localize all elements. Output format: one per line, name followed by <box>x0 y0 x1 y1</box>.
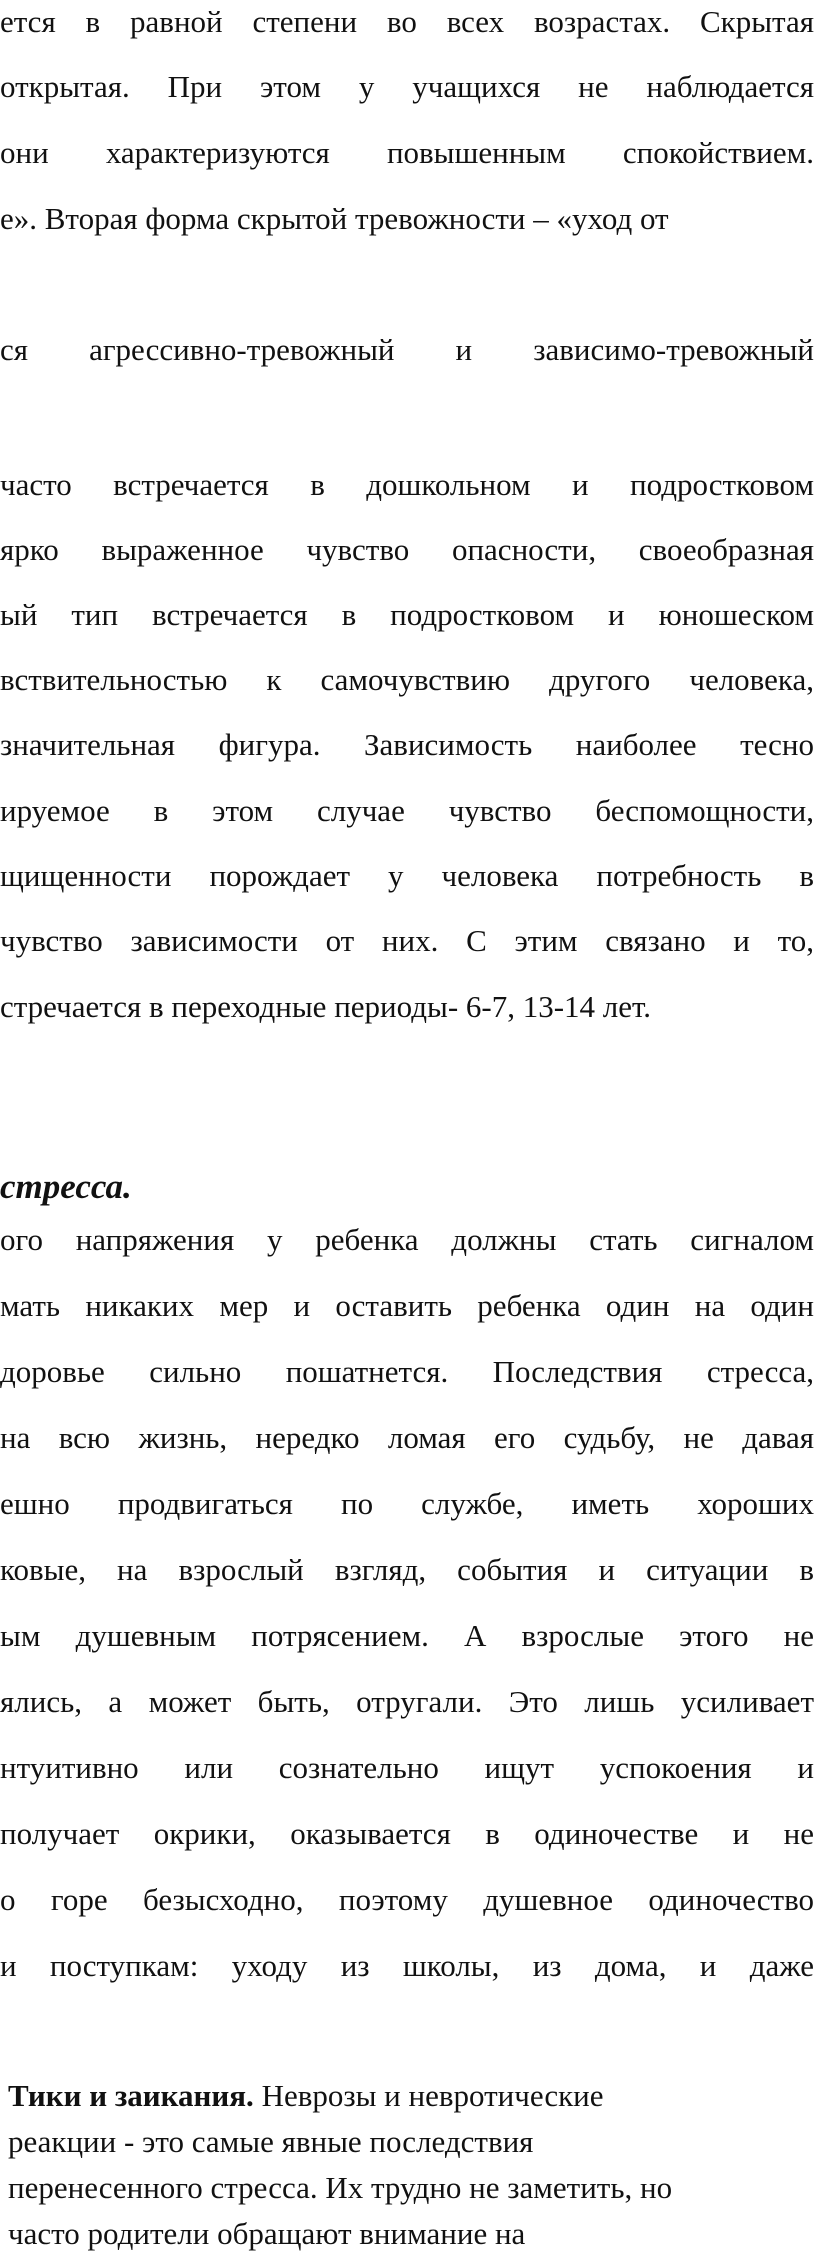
subsection-lead: Тики и заикания. <box>8 2078 254 2113</box>
text-line: чувство зависимости от них. С этим связано и то, <box>0 923 814 958</box>
text-line: получает окрики, оказывается в одиночестве и не <box>0 1816 814 1851</box>
text-line: ируемое в этом случае чувство беспомощности, <box>0 793 814 828</box>
section-heading: стресса. <box>0 1167 132 1206</box>
text-line: стречается в переходные периоды- 6-7, 13-14 лет. <box>0 989 651 1024</box>
text-line: ым душевным потрясением. А взрослые этого не <box>0 1618 814 1653</box>
text-line: часто встречается в дошкольном и подростковом <box>0 467 814 502</box>
text-line: мать никаких мер и оставить ребенка один на один <box>0 1288 814 1323</box>
text-line: нтуитивно или сознательно ищут успокоения и <box>0 1750 814 1785</box>
text-line: вствительностью к самочувствию другого человека, <box>0 662 814 697</box>
text-line: щищенности порождает у человека потребность в <box>0 858 814 893</box>
text-line: часто родители обращают внимание на <box>8 2216 526 2251</box>
text-line: реакции - это самые явные последствия <box>8 2124 534 2159</box>
text-line: перенесенного стресса. Их трудно не заметить, но <box>8 2170 673 2205</box>
text-line: е». Вторая форма скрытой тревожности – «уход от <box>0 201 669 236</box>
text-line: они характеризуются повышенным спокойствием. <box>0 135 814 170</box>
text-line: ковые, на взрослый взгляд, события и ситуации в <box>0 1552 814 1587</box>
text-line: ся агрессивно-тревожный и зависимо-тревожный <box>0 332 814 367</box>
text-line <box>8 2076 808 2116</box>
text-line: ется в равной степени во всех возрастах. Скрытая <box>0 4 814 39</box>
text-line: на всю жизнь, нередко ломая его судьбу, не давая <box>0 1420 814 1455</box>
text-line: доровье сильно пошатнется. Последствия стресса, <box>0 1354 814 1389</box>
text-line: ый тип встречается в подростковом и юношеском <box>0 597 814 632</box>
text-line: ешно продвигаться по службе, иметь хороших <box>0 1486 814 1521</box>
text-line: ого напряжения у ребенка должны стать сигналом <box>0 1222 814 1257</box>
text-span: Неврозы и невротические <box>253 2078 604 2113</box>
text-line: о горе безысходно, поэтому душевное одиночество <box>0 1882 814 1917</box>
text-line: ярко выраженное чувство опасности, своеобразная <box>0 532 814 567</box>
text-line: значительная фигура. Зависимость наиболее тесно <box>0 727 814 762</box>
text-line: и поступкам: уходу из школы, из дома, и даже <box>0 1948 814 1983</box>
text-line: ялись, а может быть, отругали. Это лишь усиливает <box>0 1684 814 1719</box>
text-line: открытая. При этом у учащихся не наблюдается <box>0 69 814 104</box>
